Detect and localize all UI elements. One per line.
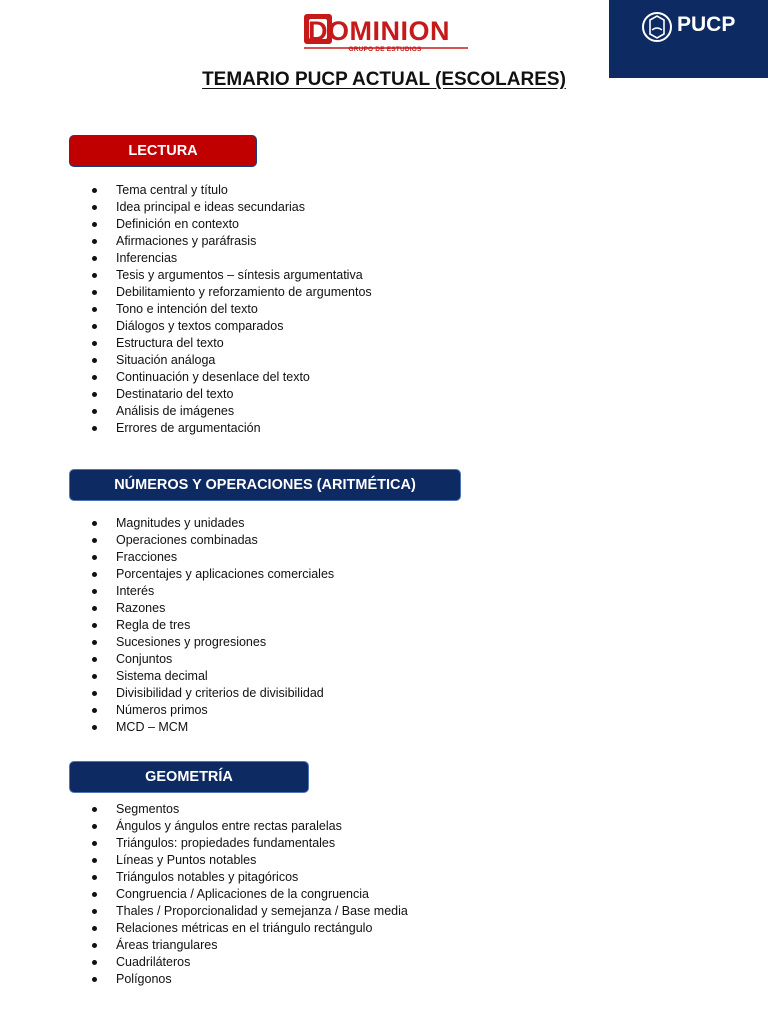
list-item: Situación análoga — [85, 352, 372, 369]
list-item: Cuadriláteros — [85, 954, 408, 971]
list-item: Polígonos — [85, 971, 408, 988]
list-item: Segmentos — [85, 801, 408, 818]
list-item: Triángulos: propiedades fundamentales — [85, 835, 408, 852]
seal-icon — [641, 8, 673, 46]
list-item: Definición en contexto — [85, 216, 372, 233]
list-item: Conjuntos — [85, 651, 334, 668]
list-item: Números primos — [85, 702, 334, 719]
list-item: MCD – MCM — [85, 719, 334, 736]
list-item: Diálogos y textos comparados — [85, 318, 372, 335]
list-item: Fracciones — [85, 549, 334, 566]
list-item: Inferencias — [85, 250, 372, 267]
list-item: Congruencia / Aplicaciones de la congruencia — [85, 886, 408, 903]
list-item: Divisibilidad y criterios de divisibilidad — [85, 685, 334, 702]
list-item: Análisis de imágenes — [85, 403, 372, 420]
list-item: Tesis y argumentos – síntesis argumentativa — [85, 267, 372, 284]
topic-list-numeros — [85, 515, 334, 736]
list-item: Continuación y desenlace del texto — [85, 369, 372, 386]
list-item: Idea principal e ideas secundarias — [85, 199, 372, 216]
list-item: Sistema decimal — [85, 668, 334, 685]
list-item: Triángulos notables y pitagóricos — [85, 869, 408, 886]
list-item: Regla de tres — [85, 617, 334, 634]
section-heading-label: NÚMEROS Y OPERACIONES (ARITMÉTICA) — [114, 477, 416, 493]
list-item: Afirmaciones y paráfrasis — [85, 233, 372, 250]
pucp-logo — [609, 0, 768, 78]
pucp-wordmark: PUCP — [677, 13, 736, 36]
list-item: Razones — [85, 600, 334, 617]
list-item: Líneas y Puntos notables — [85, 852, 408, 869]
section-header-numeros — [69, 469, 461, 501]
topic-list-lectura — [85, 182, 372, 437]
list-item: Áreas triangulares — [85, 937, 408, 954]
list-item: Interés — [85, 583, 334, 600]
topic-list-geometria — [85, 801, 408, 988]
list-item: Magnitudes y unidades — [85, 515, 334, 532]
dominion-logo — [300, 8, 472, 62]
list-item: Estructura del texto — [85, 335, 372, 352]
list-item: Thales / Proporcionalidad y semejanza / Base media — [85, 903, 408, 920]
list-item: Debilitamiento y reforzamiento de argumentos — [85, 284, 372, 301]
list-item: Destinatario del texto — [85, 386, 372, 403]
list-item: Operaciones combinadas — [85, 532, 334, 549]
list-item: Ángulos y ángulos entre rectas paralelas — [85, 818, 408, 835]
page-title: TEMARIO PUCP ACTUAL (ESCOLARES) — [202, 69, 566, 90]
list-item: Errores de argumentación — [85, 420, 372, 437]
section-heading-label: LECTURA — [128, 143, 198, 159]
dominion-tagline: GRUPO DE ESTUDIOS — [348, 46, 422, 53]
list-item: Relaciones métricas en el triángulo rectángulo — [85, 920, 408, 937]
section-header-geometria — [69, 761, 309, 793]
section-heading-label: GEOMETRÍA — [145, 769, 233, 785]
list-item: Tono e intención del texto — [85, 301, 372, 318]
section-header-lectura — [69, 135, 257, 167]
list-item: Sucesiones y progresiones — [85, 634, 334, 651]
list-item: Porcentajes y aplicaciones comerciales — [85, 566, 334, 583]
dominion-brand: DOMINION — [308, 16, 450, 46]
list-item: Tema central y título — [85, 182, 372, 199]
